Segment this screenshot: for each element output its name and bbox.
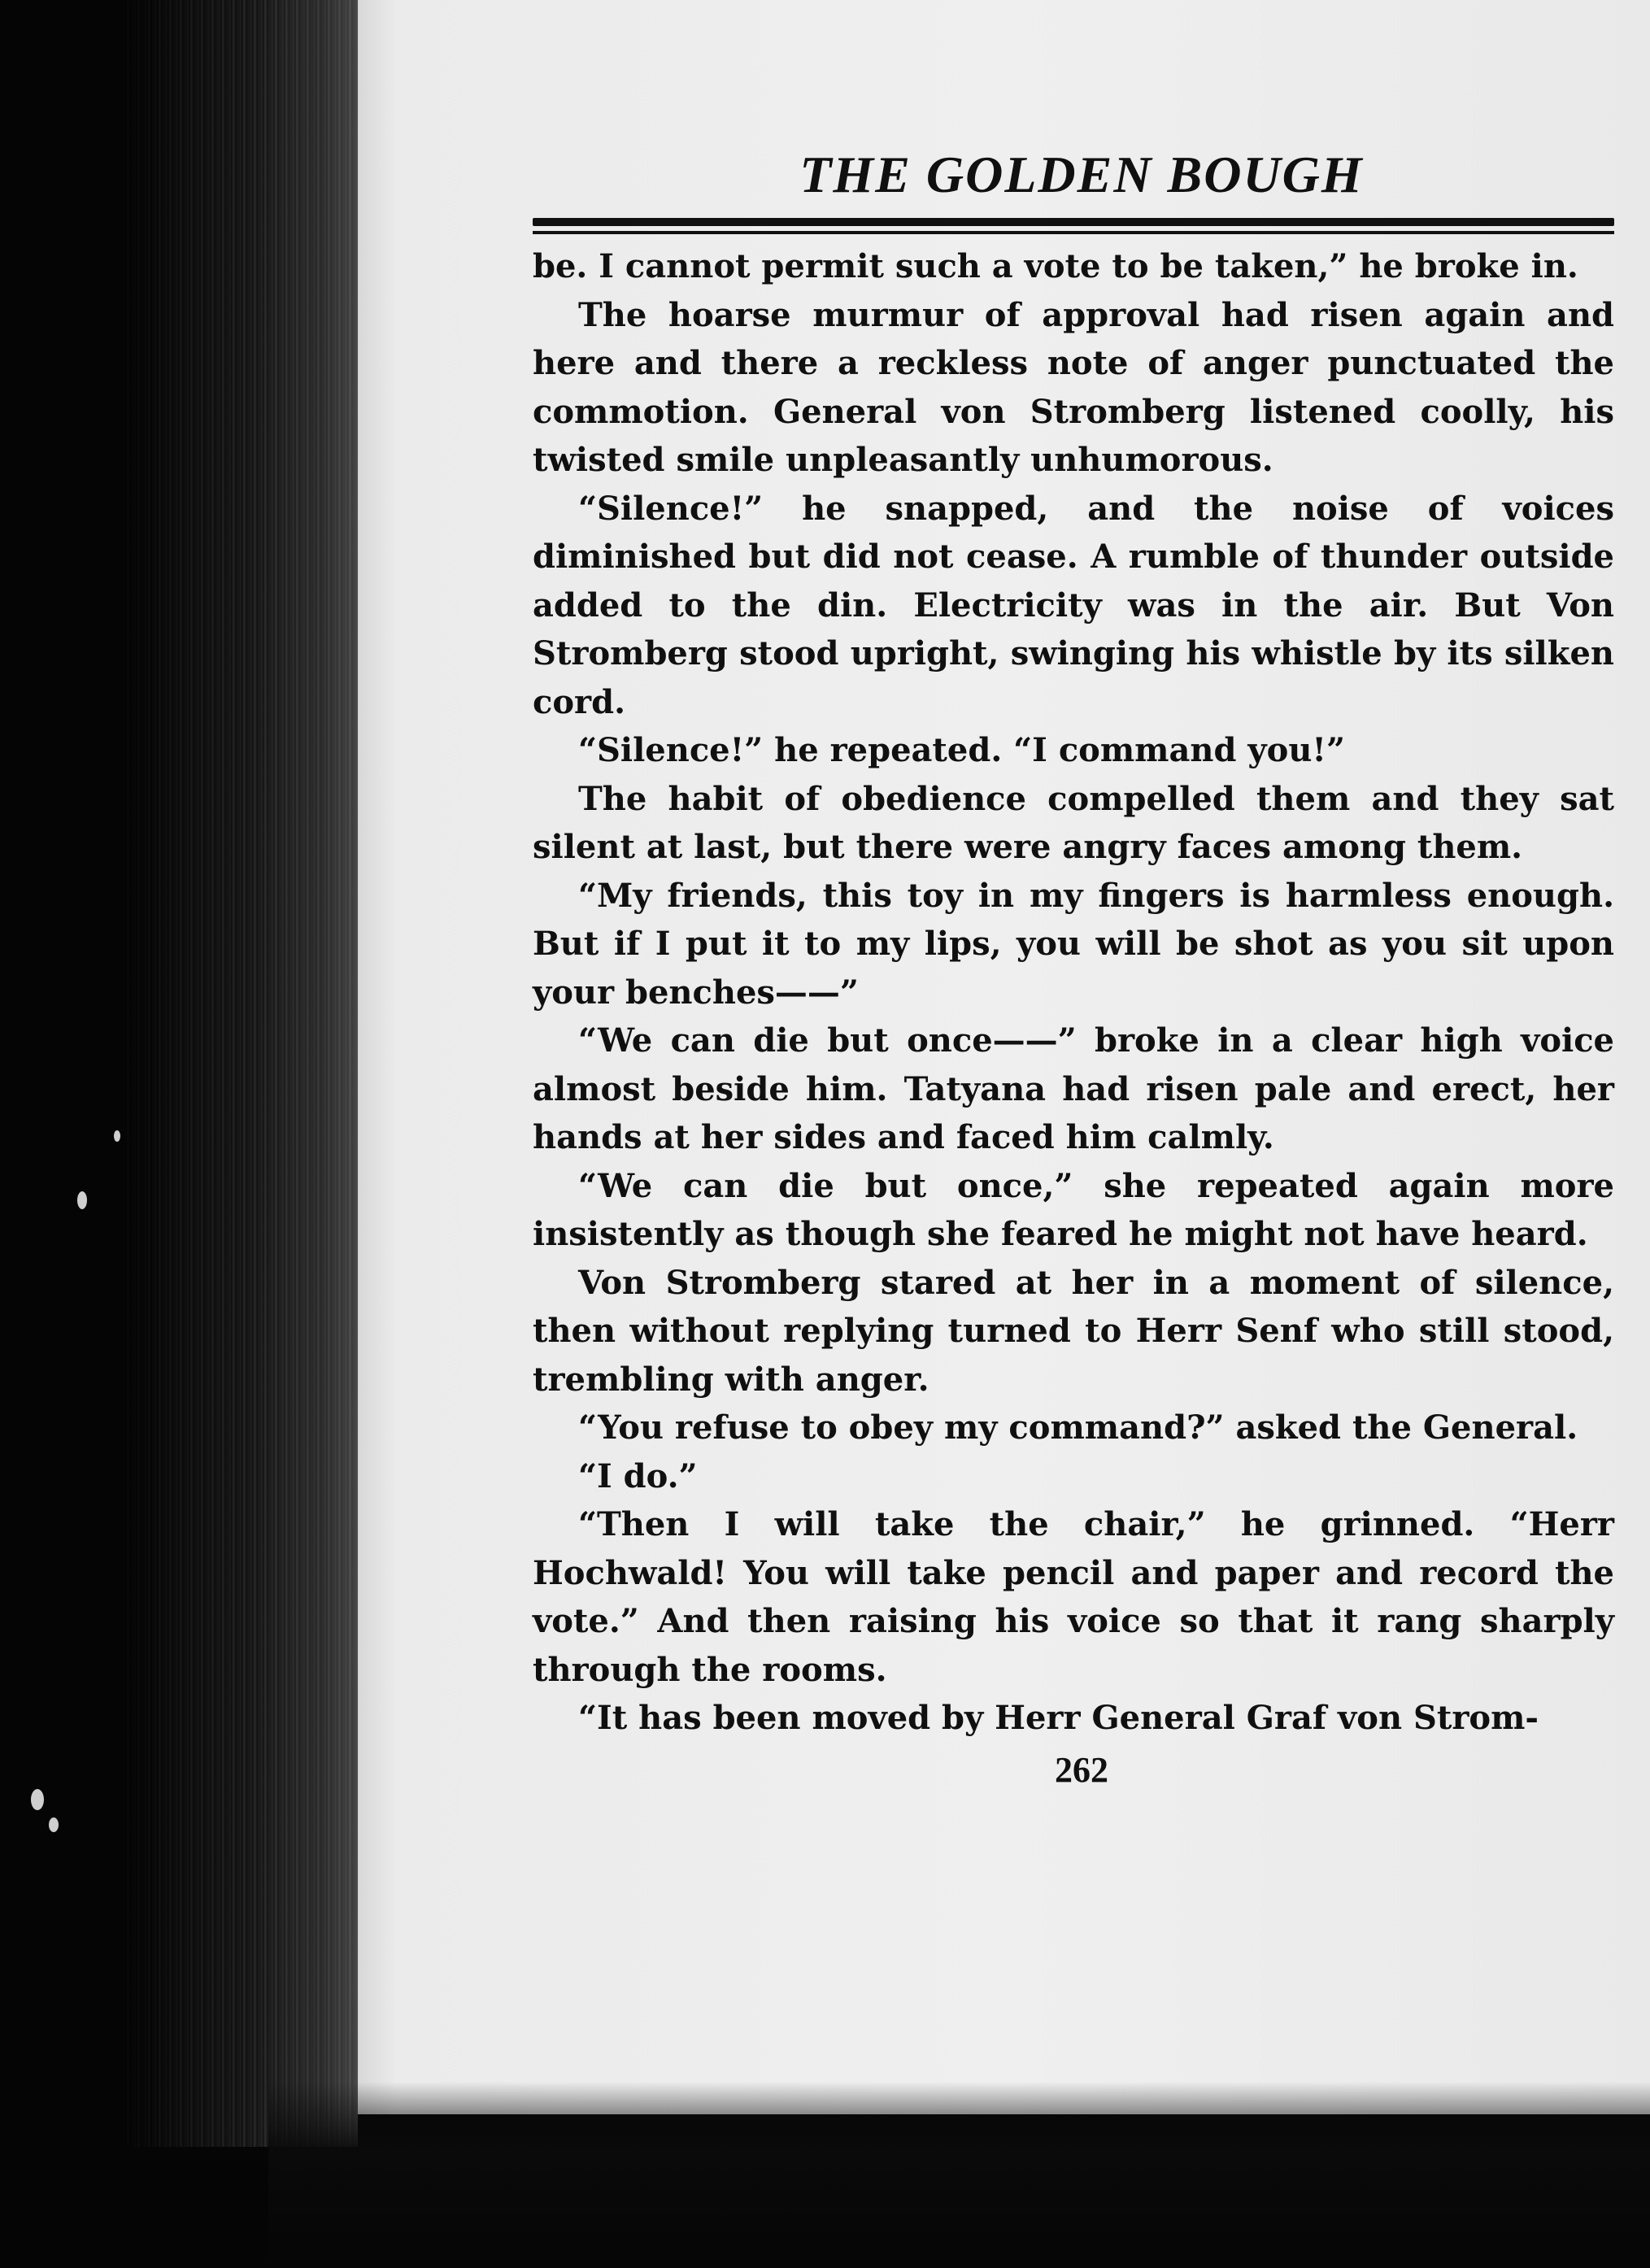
paragraph: “You refuse to obey my command?” asked the General. — [578, 1408, 1578, 1447]
head-rule-thick — [533, 218, 1614, 226]
scan-speck — [114, 1130, 120, 1142]
paragraph: “Then I will take the chair,” he grinned. “Herr Hochwald! You will take pencil and paper and record the vote.” And then raising his voice so that it rang sharply through the rooms. — [533, 1505, 1614, 1689]
running-head: THE GOLDEN BOUGH — [799, 146, 1364, 203]
page-text-block — [533, 138, 1614, 1795]
book-page-edges — [122, 0, 358, 2147]
body-text — [533, 242, 1614, 1743]
paragraph: “I do.” — [578, 1456, 698, 1495]
paragraph: “It has been moved by Herr General Graf von Strom- — [578, 1699, 1539, 1737]
paragraph: The habit of obedience compelled them and they sat silent at last, but there were angry faces among them. — [533, 779, 1614, 866]
head-rule-thin — [533, 231, 1614, 234]
page-number: 262 — [1055, 1749, 1108, 1790]
scan-speck — [77, 1191, 87, 1209]
paragraph: “Silence!” he repeated. “I command you!” — [578, 731, 1345, 769]
paragraph: Von Stromberg stared at her in a moment of silence, then without replying turned to Herr Senf who still stood, trembling with anger. — [533, 1263, 1614, 1399]
paragraph: “We can die but once——” broke in a clear high voice almost beside him. Tatyana had risen pale and erect, her hands at her sides and faced him calmly. — [533, 1021, 1614, 1156]
scan-speck — [31, 1789, 44, 1810]
paragraph: “Silence!” he snapped, and the noise of voices diminished but did not cease. A rumble of thunder outside added to the din. Electricity was in the air. But Von Stromberg stood upright, swinging his whistle by its silken cord. — [533, 489, 1614, 721]
paragraph: “We can die but once,” she repeated again more insistently as though she feared he might not have heard. — [533, 1166, 1614, 1253]
paragraph: “My friends, this toy in my fingers is harmless enough. But if I put it to my lips, you will be shot as you sit upon your benches——” — [533, 876, 1614, 1012]
scan-speck — [49, 1817, 59, 1832]
paragraph: be. I cannot permit such a vote to be taken,” he broke in. — [533, 247, 1578, 285]
paragraph: The hoarse murmur of approval had risen again and here and there a reckless note of anger punctuated the commotion. General von Stromberg listened coolly, his twisted smile unpleasantly unhumorous. — [533, 295, 1614, 479]
page-bottom-shadow — [268, 2082, 1650, 2268]
